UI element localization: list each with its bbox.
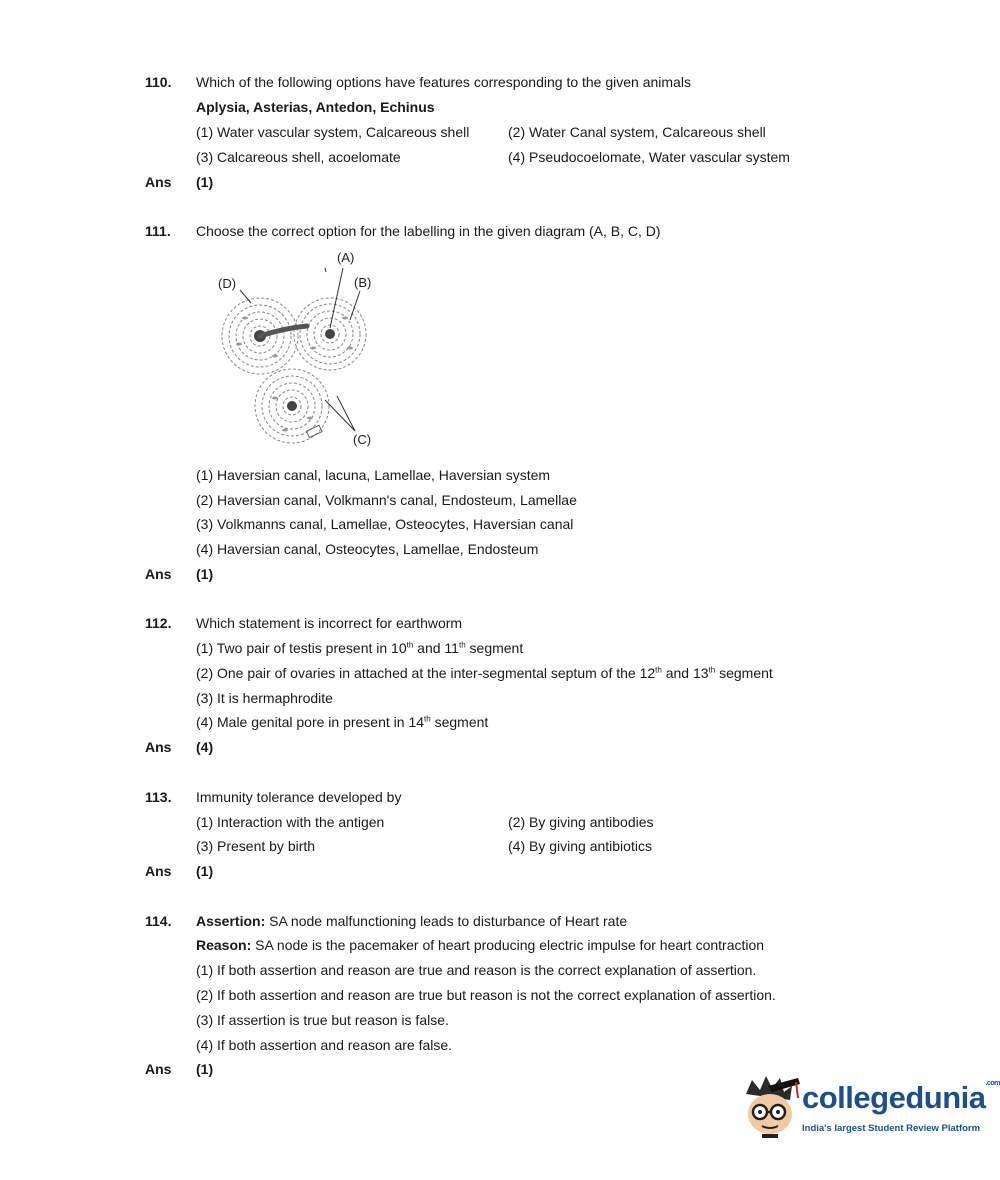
question-text: Which statement is incorrect for earthworm (196, 615, 463, 631)
option-2: (2) By giving antibodies (508, 814, 654, 830)
option-3: (3) It is hermaphrodite (196, 690, 333, 706)
option-3: (3) If assertion is true but reason is false. (196, 1012, 449, 1028)
option-4: (4) If both assertion and reason are false. (196, 1037, 453, 1053)
option-1: (1) Two pair of testis present in 10th and 11th segment (196, 640, 524, 656)
option-1: (1) Interaction with the antigen (196, 814, 385, 830)
option-3: (3) Calcareous shell, acoelomate (196, 149, 401, 165)
option-2: (2) If both assertion and reason are true but reason is not the correct explanation of assertion. (196, 987, 776, 1003)
mascot-icon (738, 1072, 804, 1152)
question-subtitle: Aplysia, Asterias, Antedon, Echinus (196, 99, 435, 115)
diagram-label-c: (C) (353, 432, 372, 447)
question-number: 112. (145, 615, 172, 631)
answer-value: (1) (196, 863, 214, 879)
assertion-line: Assertion: SA node malfunctioning leads to disturbance of Heart rate (196, 913, 628, 929)
option-4: (4) Pseudocoelomate, Water vascular system (508, 149, 790, 165)
collegedunia-logo (738, 1072, 1000, 1152)
diagram-label-a: (A) (337, 250, 355, 265)
brand-tagline: India's largest Student Review Platform (802, 1123, 981, 1134)
brand-name: collegedunia$^{.com}$ (802, 1080, 1000, 1115)
question-number: 110. (145, 74, 172, 90)
option-1: (1) If both assertion and reason are true and reason is the correct explanation of assertion. (196, 962, 757, 978)
answer-label: Ans (145, 1061, 172, 1077)
option-2: (2) One pair of ovaries in attached at the inter-segmental septum of the 12th and 13th segment (196, 665, 773, 681)
diagram-label-b: (B) (354, 275, 372, 290)
question-number: 111. (145, 223, 171, 239)
option-1: (1) Water vascular system, Calcareous shell (196, 124, 470, 140)
option-3: (3) Volkmanns canal, Lamellae, Osteocytes, Haversian canal (196, 516, 574, 532)
option-2: (2) Water Canal system, Calcareous shell (508, 124, 766, 140)
option-2: (2) Haversian canal, Volkmann's canal, Endosteum, Lamellae (196, 492, 577, 508)
option-4: (4) Male genital pore in present in 14th segment (196, 714, 489, 730)
question-text: Immunity tolerance developed by (196, 789, 402, 805)
diagram-label-d: (D) (218, 276, 237, 291)
answer-label: Ans (145, 863, 172, 879)
option-4: (4) By giving antibiotics (508, 838, 652, 854)
answer-label: Ans (145, 739, 172, 755)
option-1: (1) Haversian canal, lacuna, Lamellae, Haversian system (196, 467, 551, 483)
question-number: 114. (145, 913, 172, 929)
bone-tissue-diagram (215, 248, 385, 453)
answer-label: Ans (145, 566, 172, 582)
question-text: Which of the following options have features corresponding to the given animals (196, 74, 691, 90)
option-3: (3) Present by birth (196, 838, 316, 854)
answer-label: Ans (145, 174, 172, 190)
option-4: (4) Haversian canal, Osteocytes, Lamellae, Endosteum (196, 541, 539, 557)
answer-value: (1) (196, 566, 214, 582)
answer-value: (4) (196, 739, 214, 755)
answer-value: (1) (196, 1061, 214, 1077)
question-number: 113. (145, 789, 172, 805)
reason-line: Reason: SA node is the pacemaker of heart producing electric impulse for heart contraction (196, 937, 765, 953)
answer-value: (1) (196, 174, 214, 190)
question-text: Choose the correct option for the labelling in the given diagram (A, B, C, D) (196, 223, 661, 239)
